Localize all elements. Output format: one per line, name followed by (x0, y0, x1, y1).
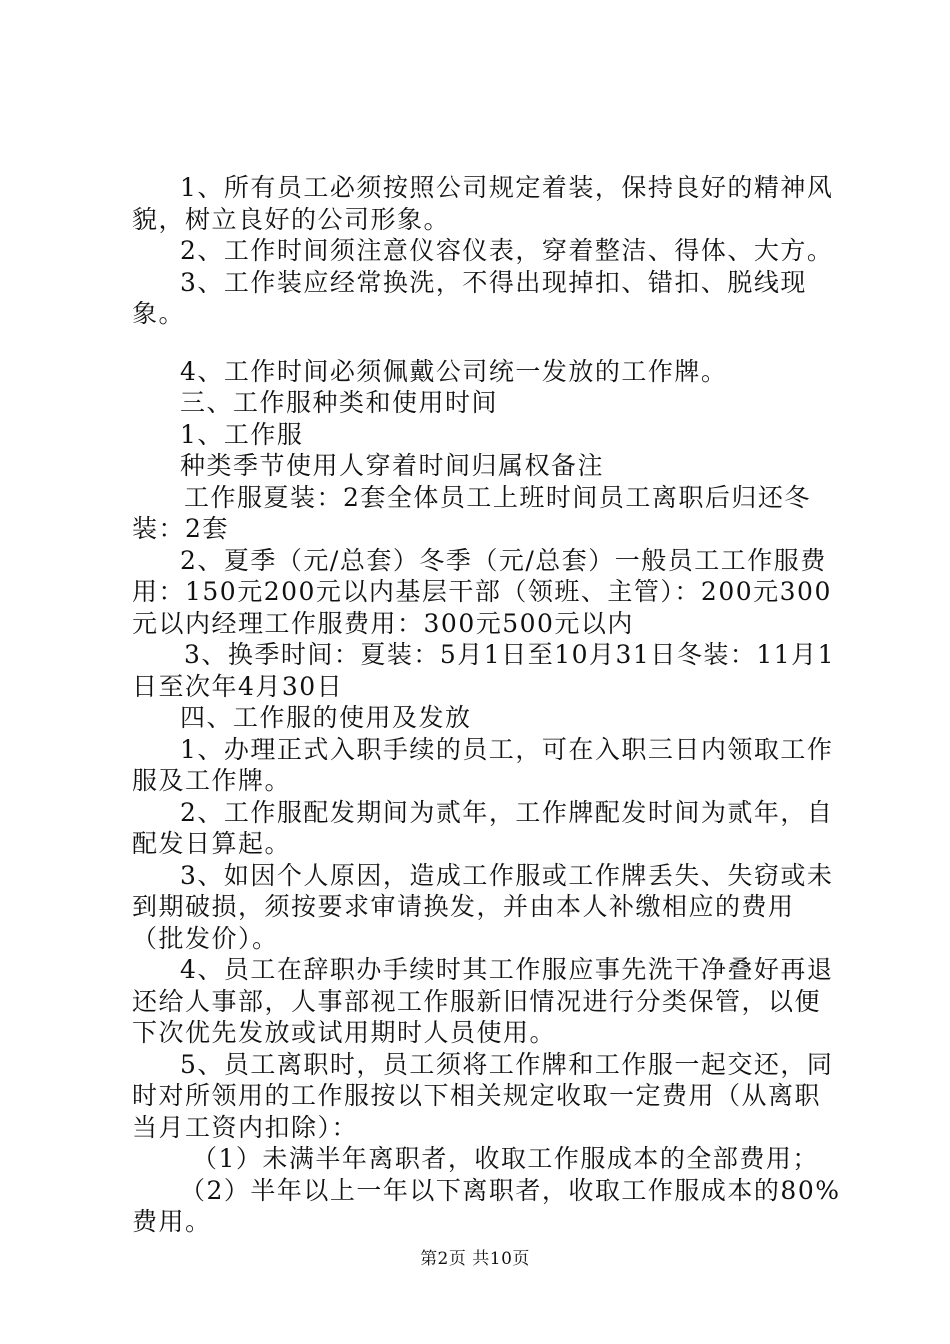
section-heading-4: 四、工作服的使用及发放 (180, 703, 472, 732)
table-row-line: 工作服夏装：2套全体员工上班时间员工离职后归还冬装：2套 (132, 482, 811, 543)
page-footer: 第2页 共10页 (420, 1249, 530, 1269)
blank-line (132, 330, 842, 356)
paragraph-item-1: （1）未满半年离职者，收取工作服成本的全部费用； (192, 1144, 819, 1173)
paragraph-season: 3、换季时间：夏装：5月1日至10月31日冬装：11月1日至次年4月30日 (132, 640, 836, 701)
paragraph-issue-5: 5、员工离职时，员工须将工作牌和工作服一起交还，同时对所领用的工作服按以下相关规定收取一定费用（从离职当月工资内扣除）： (132, 1049, 834, 1142)
paragraph-4: 4、工作时间必须佩戴公司统一发放的工作牌。 (180, 356, 728, 386)
subheading-uniform: 1、工作服 (180, 419, 304, 449)
section-heading-3: 三、工作服种类和使用时间 (180, 388, 499, 417)
paragraph-2: 2、工作时间须注意仪容仪表，穿着整洁、得体、大方。 (180, 236, 834, 265)
paragraph-item-2: （2）半年以上一年以下离职者，收取工作服成本的80%费用。 (132, 1175, 841, 1236)
paragraph-issue-3: 3、如因个人原因，造成工作服或工作牌丢失、失窃或未到期破损，须按要求审请换发，并由本人补缴相应的费用（批发价）。 (132, 860, 834, 953)
paragraph-1: 1、所有员工必须按照公司规定着装，保持良好的精神风貌，树立良好的公司形象。 (132, 173, 834, 234)
paragraph-issue-2: 2、工作服配发期间为贰年，工作牌配发时间为贰年，自配发日算起。 (132, 797, 834, 858)
table-header-line: 种类季节使用人穿着时间归属权备注 (180, 451, 605, 480)
paragraph-issue-1: 1、办理正式入职手续的员工，可在入职三日内领取工作服及工作牌。 (132, 734, 834, 795)
document-body (132, 172, 842, 1238)
paragraph-cost: 2、夏季（元/总套）冬季（元/总套）一般员工工作服费用：150元200元以内基层干部（领班、主管）：200元300元以内经理工作服费用：300元500元以内 (132, 545, 832, 638)
paragraph-3: 3、工作装应经常换洗，不得出现掉扣、错扣、脱线现象。 (132, 267, 807, 328)
paragraph-issue-4: 4、员工在辞职办手续时其工作服应事先洗干净叠好再退还给人事部，人事部视工作服新旧情况进行分类保管，以便下次优先发放或试用期时人员使用。 (132, 955, 834, 1047)
